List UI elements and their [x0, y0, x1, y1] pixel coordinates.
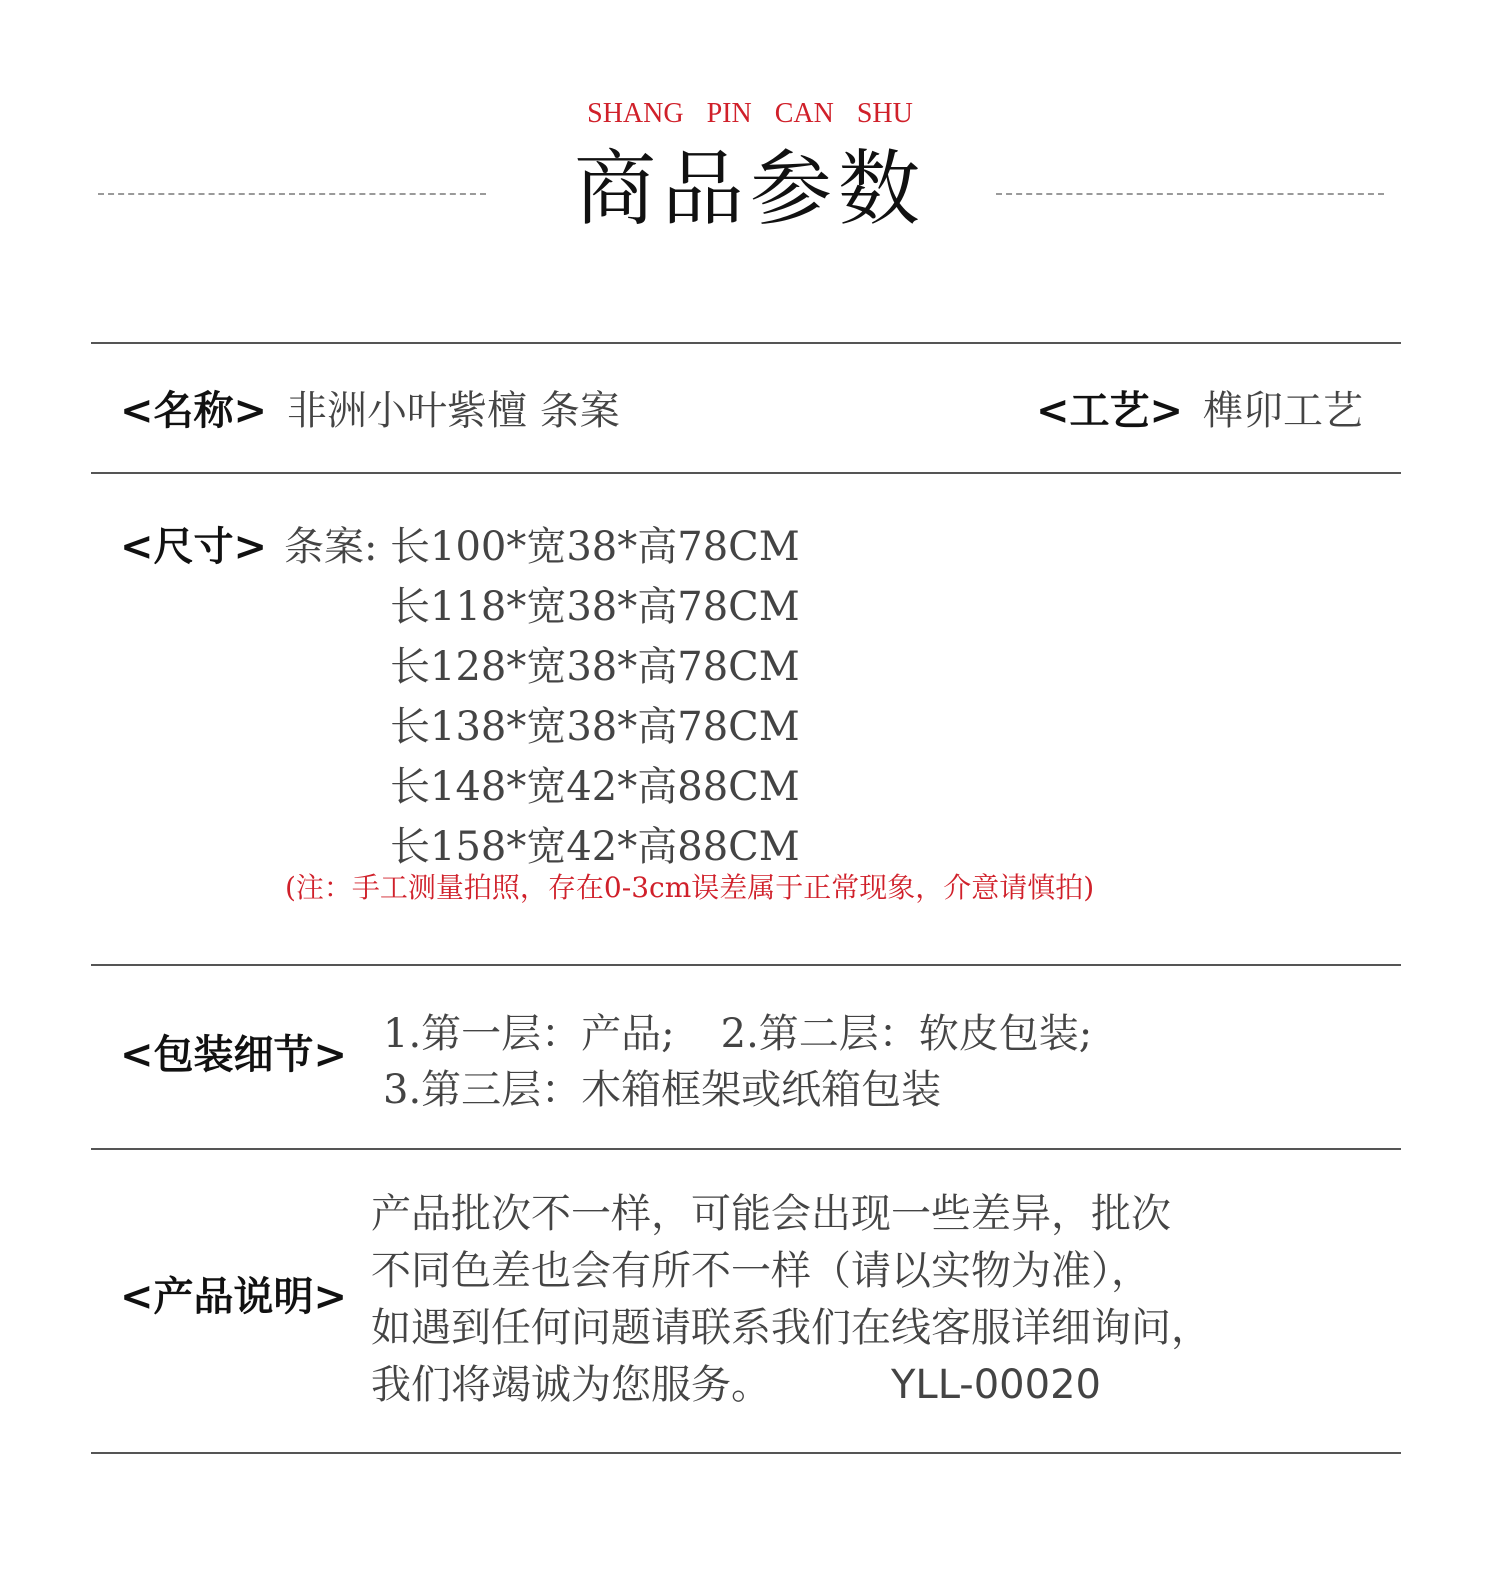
size-item: 长158*宽42*高88CM	[390, 824, 800, 870]
size-item: 长138*宽38*高78CM	[390, 704, 800, 750]
description-line: 我们将竭诚为您服务。	[371, 1362, 771, 1408]
section-divider	[91, 472, 1401, 474]
description-line: 产品批次不一样，可能会出现一些差异，批次	[371, 1191, 1171, 1237]
section-divider	[91, 1452, 1401, 1454]
name-label: <名称>	[120, 387, 268, 434]
size-prefix: 条案:	[284, 524, 378, 570]
section-divider	[91, 342, 1401, 344]
description-text	[371, 1186, 1211, 1414]
description-line: 如遇到任何问题请联系我们在线客服详细询问，	[371, 1305, 1211, 1351]
size-item: 长100*宽38*高78CM	[390, 524, 800, 570]
page-title: 商品参数	[573, 142, 926, 237]
name-value: 非洲小叶紫檀 条案	[287, 388, 620, 434]
craft-label: <工艺>	[1036, 387, 1184, 434]
size-list	[390, 517, 800, 877]
section-divider	[91, 1148, 1401, 1150]
craft-value: 榫卯工艺	[1203, 388, 1363, 434]
size-label: <尺寸>	[120, 523, 268, 570]
header-divider-right	[996, 193, 1384, 195]
product-code: YLL-00020	[891, 1362, 1101, 1408]
description-line: 不同色差也会有所不一样（请以实物为准），	[371, 1248, 1151, 1294]
packaging-item: 2.第二层：软皮包装;	[720, 1011, 1093, 1057]
section-divider	[91, 964, 1401, 966]
packaging-details	[383, 1006, 1092, 1118]
header-subtitle-en: SHANG PIN CAN SHU	[587, 98, 913, 129]
size-item: 长148*宽42*高88CM	[390, 764, 800, 810]
packaging-label: <包装细节>	[120, 1031, 348, 1078]
size-item: 长118*宽38*高78CM	[390, 584, 800, 630]
packaging-item: 3.第三层：木箱框架或纸箱包装	[383, 1067, 942, 1113]
description-label: <产品说明>	[120, 1273, 348, 1320]
size-item: 长128*宽38*高78CM	[390, 644, 800, 690]
size-note: (注：手工测量拍照，存在0-3cm误差属于正常现象，介意请慎拍)	[285, 871, 1095, 904]
packaging-item: 1.第一层：产品;	[383, 1011, 675, 1057]
